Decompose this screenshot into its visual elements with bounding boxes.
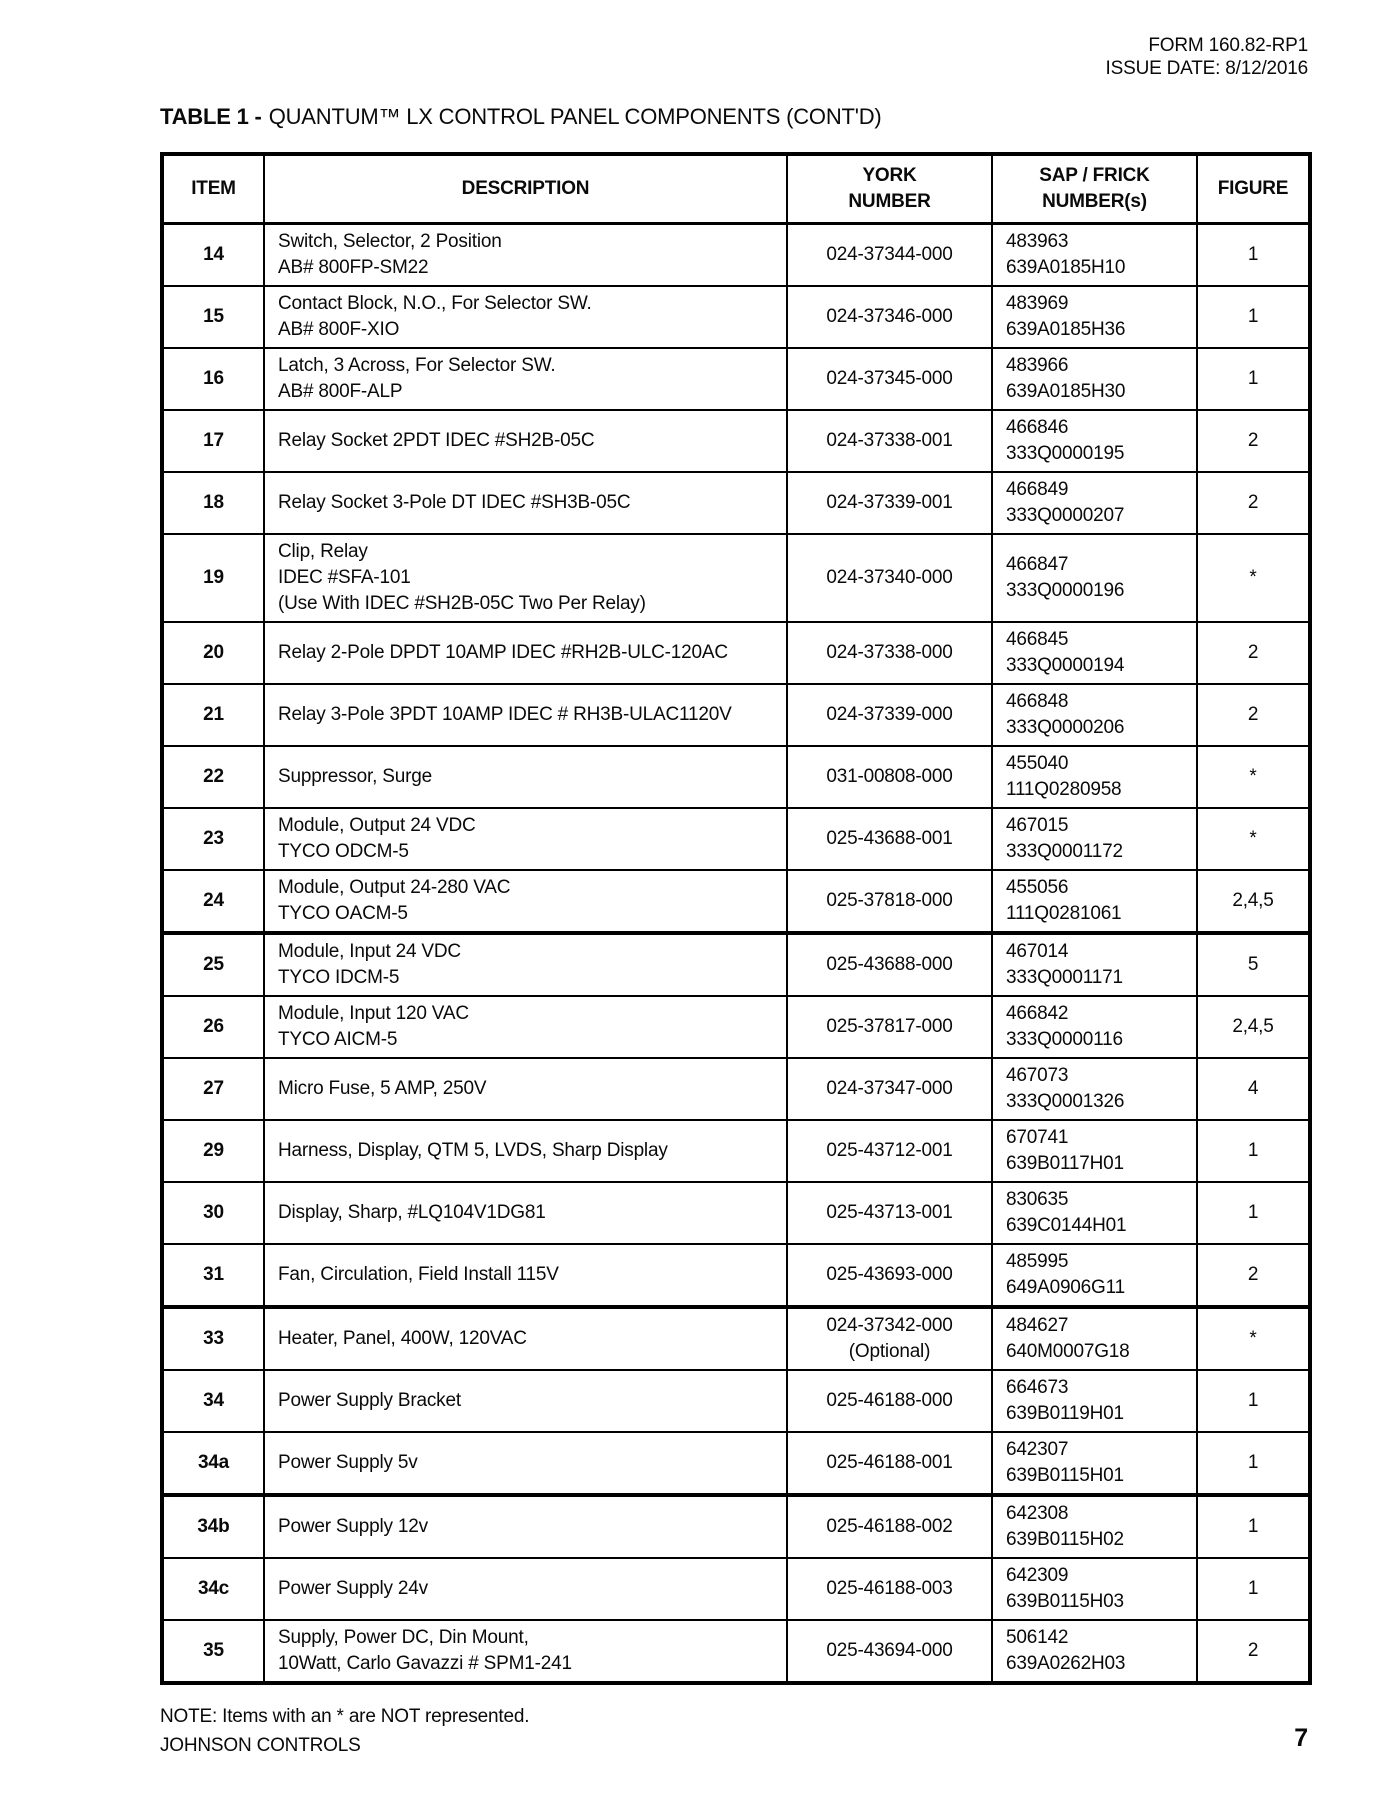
york-number-cell: 024-37342-000 (Optional)	[787, 1307, 992, 1370]
table-row	[162, 996, 1310, 1058]
description-cell: Contact Block, N.O., For Selector SW. AB# 800F-XIO	[264, 286, 787, 348]
figure-cell: 1	[1197, 1120, 1310, 1182]
sap-frick-number-cell: 467015 333Q0001172	[992, 808, 1197, 870]
york-number-cell: 024-37338-001	[787, 410, 992, 472]
york-number-cell: 024-37339-001	[787, 472, 992, 534]
issue-date: ISSUE DATE: 8/12/2016	[1105, 58, 1308, 79]
table-row	[162, 746, 1310, 808]
figure-cell: 2	[1197, 410, 1310, 472]
item-cell: 35	[162, 1620, 264, 1683]
parts-table-zone	[160, 152, 1308, 1728]
york-number-cell: 031-00808-000	[787, 746, 992, 808]
item-cell: 24	[162, 870, 264, 933]
table-row	[162, 1432, 1310, 1495]
item-cell: 33	[162, 1307, 264, 1370]
sap-frick-number-cell: 483969 639A0185H36	[992, 286, 1197, 348]
item-cell: 17	[162, 410, 264, 472]
item-cell: 21	[162, 684, 264, 746]
figure-cell: 1	[1197, 1558, 1310, 1620]
york-number-cell: 025-46188-003	[787, 1558, 992, 1620]
figure-cell: 1	[1197, 1432, 1310, 1495]
item-cell: 30	[162, 1182, 264, 1244]
table-row	[162, 1120, 1310, 1182]
table-row	[162, 1558, 1310, 1620]
sap-frick-number-cell: 830635 639C0144H01	[992, 1182, 1197, 1244]
description-cell: Micro Fuse, 5 AMP, 250V	[264, 1058, 787, 1120]
column-header-figure: FIGURE	[1197, 154, 1310, 224]
item-cell: 16	[162, 348, 264, 410]
figure-cell: 2	[1197, 622, 1310, 684]
york-number-cell: 025-43688-001	[787, 808, 992, 870]
table-row	[162, 534, 1310, 622]
york-number-cell: 025-37817-000	[787, 996, 992, 1058]
sap-frick-number-cell: 466845 333Q0000194	[992, 622, 1197, 684]
table-note: NOTE: Items with an * are NOT represented.	[160, 1706, 530, 1727]
item-cell: 34c	[162, 1558, 264, 1620]
figure-cell: *	[1197, 1307, 1310, 1370]
table-row	[162, 870, 1310, 933]
footer-page-number: 7	[1294, 1724, 1308, 1752]
figure-cell: *	[1197, 534, 1310, 622]
item-cell: 23	[162, 808, 264, 870]
item-cell: 29	[162, 1120, 264, 1182]
figure-cell: 2	[1197, 472, 1310, 534]
sap-frick-number-cell: 642309 639B0115H03	[992, 1558, 1197, 1620]
table-row	[162, 1244, 1310, 1307]
figure-cell: *	[1197, 808, 1310, 870]
figure-cell: 1	[1197, 1182, 1310, 1244]
table-title	[160, 104, 882, 130]
description-cell: Module, Output 24-280 VAC TYCO OACM-5	[264, 870, 787, 933]
figure-cell: 2	[1197, 1620, 1310, 1683]
table-row	[162, 622, 1310, 684]
description-cell: Clip, Relay IDEC #SFA-101 (Use With IDEC #SH2B-05C Two Per Relay)	[264, 534, 787, 622]
york-number-cell: 025-43713-001	[787, 1182, 992, 1244]
sap-frick-number-cell: 642307 639B0115H01	[992, 1432, 1197, 1495]
item-cell: 31	[162, 1244, 264, 1307]
york-number-cell: 025-46188-000	[787, 1370, 992, 1432]
description-cell: Power Supply 12v	[264, 1495, 787, 1558]
sap-frick-number-cell: 485995 649A0906G11	[992, 1244, 1197, 1307]
york-number-cell: 024-37340-000	[787, 534, 992, 622]
table-row	[162, 1495, 1310, 1558]
sap-frick-number-cell: 642308 639B0115H02	[992, 1495, 1197, 1558]
item-cell: 25	[162, 933, 264, 996]
description-cell: Power Supply Bracket	[264, 1370, 787, 1432]
column-header-description: DESCRIPTION	[264, 154, 787, 224]
sap-frick-number-cell: 455040 111Q0280958	[992, 746, 1197, 808]
form-header	[1106, 34, 1308, 80]
table-title-label: TABLE 1 -	[160, 104, 262, 129]
item-cell: 19	[162, 534, 264, 622]
column-header-york-number: YORK NUMBER	[787, 154, 992, 224]
item-cell: 34a	[162, 1432, 264, 1495]
sap-frick-number-cell: 506142 639A0262H03	[992, 1620, 1197, 1683]
table-row	[162, 286, 1310, 348]
sap-frick-number-cell: 484627 640M0007G18	[992, 1307, 1197, 1370]
form-number: FORM 160.82-RP1	[1148, 35, 1308, 56]
description-cell: Module, Input 24 VDC TYCO IDCM-5	[264, 933, 787, 996]
figure-cell: 1	[1197, 286, 1310, 348]
table-row	[162, 933, 1310, 996]
column-header-item: ITEM	[162, 154, 264, 224]
york-number-cell: 024-37346-000	[787, 286, 992, 348]
york-number-cell: 024-37338-000	[787, 622, 992, 684]
table-row	[162, 348, 1310, 410]
figure-cell: 2	[1197, 684, 1310, 746]
table-header	[162, 154, 1310, 224]
item-cell: 34	[162, 1370, 264, 1432]
description-cell: Module, Input 120 VAC TYCO AICM-5	[264, 996, 787, 1058]
table-row	[162, 1620, 1310, 1683]
table-body	[162, 224, 1310, 1684]
column-header-sap-frick-number: SAP / FRICK NUMBER(s)	[992, 154, 1197, 224]
description-cell: Heater, Panel, 400W, 120VAC	[264, 1307, 787, 1370]
york-number-cell: 024-37339-000	[787, 684, 992, 746]
york-number-cell: 025-46188-001	[787, 1432, 992, 1495]
description-cell: Relay 2-Pole DPDT 10AMP IDEC #RH2B-ULC-120AC	[264, 622, 787, 684]
table-row	[162, 1182, 1310, 1244]
figure-cell: 1	[1197, 1495, 1310, 1558]
description-cell: Harness, Display, QTM 5, LVDS, Sharp Display	[264, 1120, 787, 1182]
sap-frick-number-cell: 483966 639A0185H30	[992, 348, 1197, 410]
description-cell: Suppressor, Surge	[264, 746, 787, 808]
figure-cell: 5	[1197, 933, 1310, 996]
table-row	[162, 808, 1310, 870]
sap-frick-number-cell: 466846 333Q0000195	[992, 410, 1197, 472]
sap-frick-number-cell: 455056 111Q0281061	[992, 870, 1197, 933]
table-header-row	[162, 154, 1310, 224]
description-cell: Supply, Power DC, Din Mount, 10Watt, Carlo Gavazzi # SPM1-241	[264, 1620, 787, 1683]
item-cell: 18	[162, 472, 264, 534]
description-cell: Display, Sharp, #LQ104V1DG81	[264, 1182, 787, 1244]
sap-frick-number-cell: 466847 333Q0000196	[992, 534, 1197, 622]
parts-table	[160, 152, 1312, 1685]
description-cell: Relay Socket 3-Pole DT IDEC #SH3B-05C	[264, 472, 787, 534]
description-cell: Fan, Circulation, Field Install 115V	[264, 1244, 787, 1307]
sap-frick-number-cell: 466849 333Q0000207	[992, 472, 1197, 534]
footer-company: JOHNSON CONTROLS	[160, 1735, 361, 1756]
sap-frick-number-cell: 467073 333Q0001326	[992, 1058, 1197, 1120]
table-row	[162, 1370, 1310, 1432]
york-number-cell: 024-37345-000	[787, 348, 992, 410]
figure-cell: 2	[1197, 1244, 1310, 1307]
table-title-text: QUANTUM™ LX CONTROL PANEL COMPONENTS (CONT'D)	[268, 104, 882, 129]
description-cell: Power Supply 24v	[264, 1558, 787, 1620]
item-cell: 27	[162, 1058, 264, 1120]
york-number-cell: 024-37344-000	[787, 224, 992, 287]
york-number-cell: 025-43694-000	[787, 1620, 992, 1683]
york-number-cell: 025-37818-000	[787, 870, 992, 933]
table-row	[162, 224, 1310, 287]
item-cell: 14	[162, 224, 264, 287]
figure-cell: 4	[1197, 1058, 1310, 1120]
description-cell: Latch, 3 Across, For Selector SW. AB# 800F-ALP	[264, 348, 787, 410]
figure-cell: 2,4,5	[1197, 870, 1310, 933]
item-cell: 15	[162, 286, 264, 348]
description-cell: Power Supply 5v	[264, 1432, 787, 1495]
figure-cell: 1	[1197, 348, 1310, 410]
item-cell: 22	[162, 746, 264, 808]
sap-frick-number-cell: 466842 333Q0000116	[992, 996, 1197, 1058]
item-cell: 34b	[162, 1495, 264, 1558]
description-cell: Relay Socket 2PDT IDEC #SH2B-05C	[264, 410, 787, 472]
york-number-cell: 025-46188-002	[787, 1495, 992, 1558]
table-row	[162, 1307, 1310, 1370]
figure-cell: 1	[1197, 1370, 1310, 1432]
figure-cell: 2,4,5	[1197, 996, 1310, 1058]
table-row	[162, 410, 1310, 472]
table-row	[162, 1058, 1310, 1120]
item-cell: 26	[162, 996, 264, 1058]
description-cell: Module, Output 24 VDC TYCO ODCM-5	[264, 808, 787, 870]
york-number-cell: 025-43712-001	[787, 1120, 992, 1182]
figure-cell: 1	[1197, 224, 1310, 287]
york-number-cell: 025-43688-000	[787, 933, 992, 996]
sap-frick-number-cell: 664673 639B0119H01	[992, 1370, 1197, 1432]
table-row	[162, 472, 1310, 534]
sap-frick-number-cell: 483963 639A0185H10	[992, 224, 1197, 287]
york-number-cell: 025-43693-000	[787, 1244, 992, 1307]
description-cell: Relay 3-Pole 3PDT 10AMP IDEC # RH3B-ULAC1120V	[264, 684, 787, 746]
york-number-cell: 024-37347-000	[787, 1058, 992, 1120]
sap-frick-number-cell: 466848 333Q0000206	[992, 684, 1197, 746]
figure-cell: *	[1197, 746, 1310, 808]
item-cell: 20	[162, 622, 264, 684]
sap-frick-number-cell: 670741 639B0117H01	[992, 1120, 1197, 1182]
description-cell: Switch, Selector, 2 Position AB# 800FP-SM22	[264, 224, 787, 287]
sap-frick-number-cell: 467014 333Q0001171	[992, 933, 1197, 996]
table-row	[162, 684, 1310, 746]
